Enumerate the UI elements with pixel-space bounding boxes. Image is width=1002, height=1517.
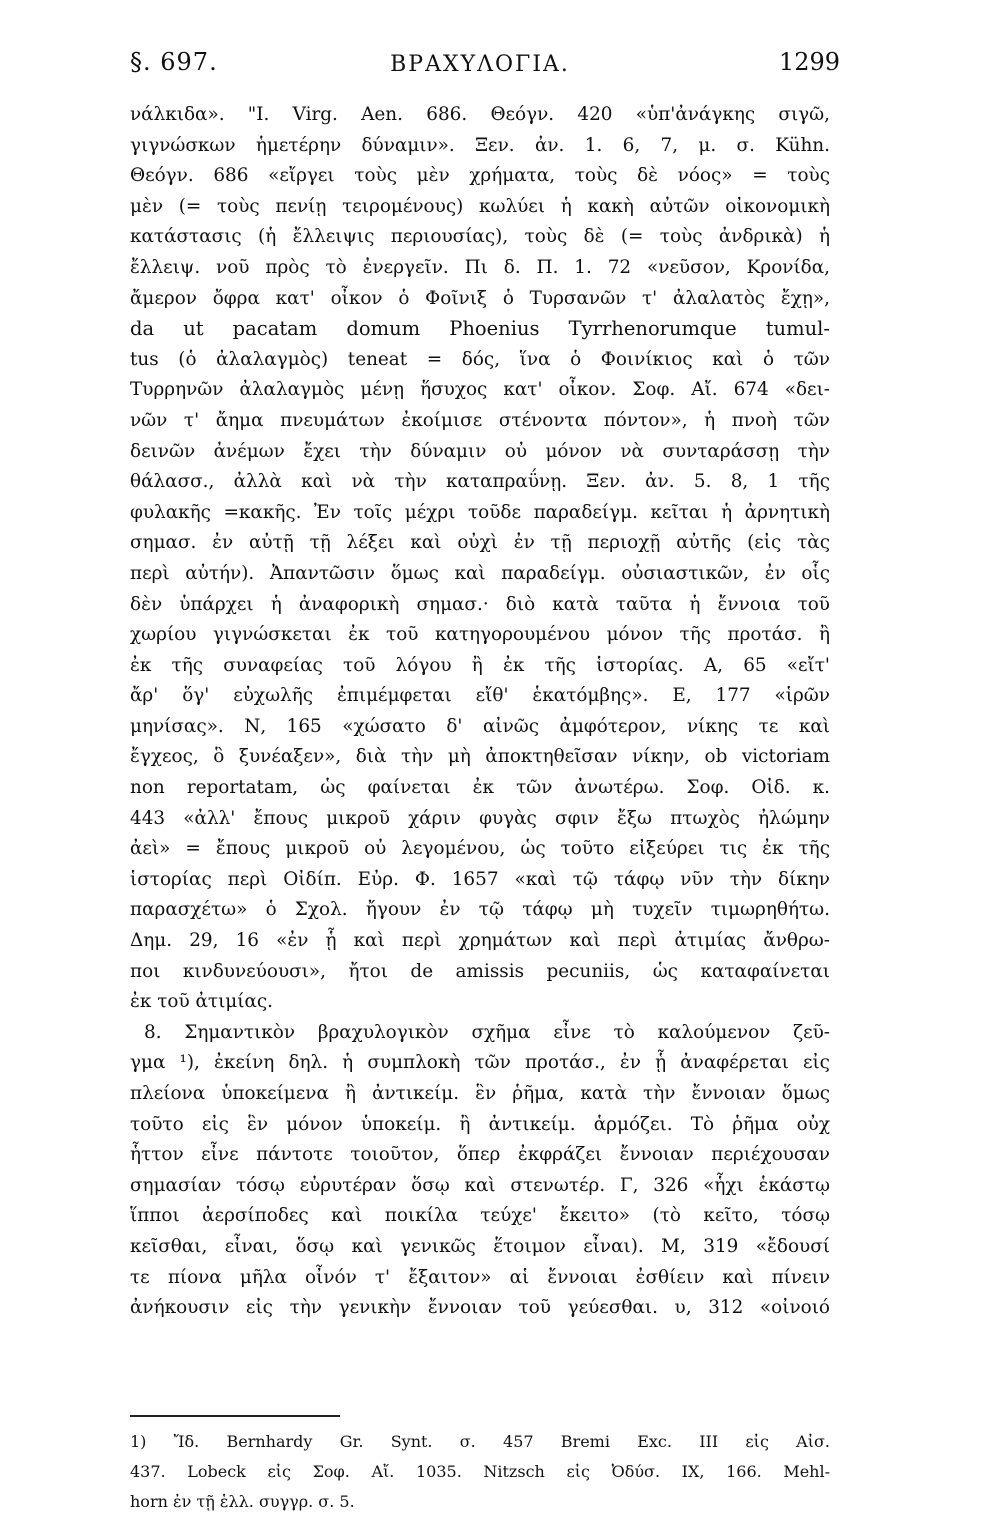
text-line: ποι κινδυνεύουσι», ἤτοι de amissis pecuniis, ὡς καταφαίνεται xyxy=(130,960,830,982)
section-number: §. 697. xyxy=(130,48,218,76)
text-line: δὲν ὑπάρχει ἡ ἀναφορικὴ σημασ.· διὸ κατὰ ταῦτα ἡ ἔννοια τοῦ xyxy=(130,593,830,615)
text-line: μηνίσας». Ν, 165 «χώσατο δ' αἰνῶς ἀμφότερον, νίκης τε καὶ xyxy=(130,715,830,737)
text-line: τοῦτο εἰς ἓν μόνον ὑποκείμ. ἢ ἀντικείμ. ἁρμόζει. Τὸ ῥῆμα οὐχ xyxy=(130,1113,830,1135)
text-line: θάλασσ., ἀλλὰ καὶ νὰ τὴν καταπραΰνῃ. Ξεν. ἀν. 5. 8, 1 τῆς xyxy=(130,471,830,493)
text-line: σημασίαν τόσῳ εὐρυτέραν ὅσῳ καὶ στενωτέρ. Γ, 326 «ἧχι ἑκάστῳ xyxy=(130,1174,830,1196)
body-text xyxy=(130,100,830,1324)
text-line: 443 «ἀλλ' ἔπους μικροῦ χάριν φυγὰς σφιν ἔξω πτωχὸς ἠλώμην xyxy=(130,807,830,829)
text-line: νάλκιδα». "Ι. Virg. Aen. 686. Θεόγν. 420 «ὑπ'ἀνάγκης σιγῶ, xyxy=(130,104,830,125)
text-line: ἔγχεος, ὃ ξυνέαξεν», διὰ τὴν μὴ ἀποκτηθεῖσαν νίκην, ob victoriam xyxy=(130,746,830,768)
page-number: 1299 xyxy=(778,48,840,76)
text-line: γμα ¹), ἐκείνη δηλ. ἡ συμπλοκὴ τῶν προτάσ., ἐν ᾗ ἀναφέρεται εἰς xyxy=(130,1052,830,1074)
text-line: Δημ. 29, 16 «ἐν ᾗ καὶ περὶ χρημάτων καὶ περὶ ἀτιμίας ἄνθρω- xyxy=(130,930,830,952)
text-line: non reportatam, ὡς φαίνεται ἐκ τῶν ἀνωτέρω. Σοφ. Οἰδ. κ. xyxy=(130,777,830,799)
text-line: ἧττον εἶνε πάντοτε τοιοῦτον, ὅπερ ἐκφράζει ἔννοιαν περιέχουσαν xyxy=(130,1144,830,1166)
text-line: ἱστορίας περὶ Οἰδίπ. Εὐρ. Φ. 1657 «καὶ τῷ τάφῳ νῦν τὴν δίκην xyxy=(130,868,830,890)
text-line: νῶν τ' ἄημα πνευμάτων ἐκοίμισε στένοντα πόντον», ἡ πνοὴ τῶν xyxy=(130,409,830,431)
text-line: δεινῶν ἀνέμων ἔχει τὴν δύναμιν οὐ μόνον νὰ συνταράσσῃ τὴν xyxy=(130,440,830,462)
text-line: χωρίου γιγνώσκεται ἐκ τοῦ κατηγορουμένου μόνον τῆς προτάσ. ἢ xyxy=(130,624,830,646)
footnote-divider xyxy=(130,1415,340,1417)
text-line: ἐκ τῆς συναφείας τοῦ λόγου ἢ ἐκ τῆς ἱστορίας. Α, 65 «εἴτ' xyxy=(130,654,830,676)
text-line: πλείονα ὑποκείμενα ἢ ἀντικείμ. ἓν ῥῆμα, κατὰ τὴν ἔννοιαν ὅμως xyxy=(130,1083,830,1104)
footnote-line: 437. Lobeck εἰς Σοφ. Αἴ. 1035. Nitzsch εἰς Ὀδύσ. IX, 166. Mehl- xyxy=(130,1462,830,1481)
text-line: φυλακῆς =κακῆς. Ἐν τοῖς μέχρι τοῦδε παραδείγμ. κεῖται ἡ ἀρνητικὴ xyxy=(130,501,830,523)
text-line: da ut pacatam domum Phoenius Tyrrhenorumque tumul- xyxy=(130,317,830,341)
text-line: ἵπποι ἀερσίποδες καὶ ποικίλα τεύχε' ἔκειτο» (τὸ κεῖτο, τόσῳ xyxy=(130,1205,830,1227)
text-line: ἀνήκουσιν εἰς τὴν γενικὴν ἔννοιαν τοῦ γεύεσθαι. υ, 312 «οἰνοιό xyxy=(130,1297,830,1319)
text-line: μὲν (= τοὺς πενίῃ τειρομένους) κωλύει ἡ κακὴ αὐτῶν οἰκονομικὴ xyxy=(130,195,830,217)
text-line: παρασχέτω» ὁ Σχολ. ἤγουν ἐν τῷ τάφῳ μὴ τυχεῖν τιμωρηθήτω. xyxy=(130,899,830,921)
text-line: κατάστασις (ἡ ἔλλειψις περιουσίας), τοὺς δὲ (= τοὺς ἀνδρικὰ) ἡ xyxy=(130,226,830,248)
text-line: ἔλλειψ. νοῦ πρὸς τὸ ἐνεργεῖν. Πι δ. Π. 1. 72 «νεῦσον, Κρονίδα, xyxy=(130,256,830,278)
text-line: ἐκ τοῦ ἀτιμίας. xyxy=(130,991,274,1013)
page-title: ΒΡΑΧΥΛΟΓΙΑ. xyxy=(390,52,570,77)
text-line: Θεόγν. 686 «εἴργει τοὺς μὲν χρήματα, τοὺς δὲ νόος» = τοὺς xyxy=(130,165,830,187)
footnote-line: 1) Ἴδ. Bernhardy Gr. Synt. σ. 457 Bremi Exc. III εἰς Αἰσ. xyxy=(130,1432,830,1451)
text-line: ἄμερον ὄφρα κατ' οἶκον ὁ Φοῖνιξ ὁ Τυρσανῶν τ' ἀλαλατὸς ἔχῃ», xyxy=(130,287,830,309)
paragraph-start: 8. Σημαντικὸν βραχυλογικὸν σχῆμα εἶνε τὸ καλούμενον ζεῦ- xyxy=(144,1021,830,1043)
text-line: tus (ὁ ἀλαλαγμὸς) teneat = δός, ἵνα ὁ Φοινίκιος καὶ ὁ τῶν xyxy=(130,348,830,370)
text-line: Τυρρηνῶν ἀλαλαγμὸς μένῃ ἥσυχος κατ' οἶκον. Σοφ. Αἴ. 674 «δει- xyxy=(130,379,830,401)
text-line: ἀεὶ» = ἔπους μικροῦ οὐ λεγομένου, ὡς τοῦτο εἰξεύρει τις ἐκ τῆς xyxy=(130,838,830,860)
text-line: περὶ αὐτήν). Ἀπαντῶσιν ὅμως καὶ παραδείγμ. οὐσιαστικῶν, ἐν οἷς xyxy=(130,562,830,584)
text-line: ἄρ' ὅγ' εὐχωλῆς ἐπιμέμφεται εἴθ' ἑκατόμβης». Ε, 177 «ἱρῶν xyxy=(130,685,830,707)
running-head xyxy=(130,48,840,88)
text-line: κεῖσθαι, εἶναι, ὅσῳ καὶ γενικῶς ἕτοιμον εἶναι). Μ, 319 «ἔδουσί xyxy=(130,1235,830,1257)
text-line: σημασ. ἐν αὐτῇ τῇ λέξει καὶ οὐχὶ ἐν τῇ περιοχῇ αὐτῆς (εἰς τὰς xyxy=(130,532,830,554)
footnote-line: horn ἐν τῇ ἑλλ. συγγρ. σ. 5. xyxy=(130,1492,355,1511)
text-line: γιγνώσκων ἡμετέρην δύναμιν». Ξεν. ἀν. 1. 6, 7, μ. σ. Kühn. xyxy=(130,134,830,156)
text-line: τε πίονα μῆλα οἶνόν τ' ἔξαιτον» αἱ ἔννοιαι ἐσθίειν καὶ πίνειν xyxy=(130,1266,830,1288)
footnotes xyxy=(130,1427,830,1517)
